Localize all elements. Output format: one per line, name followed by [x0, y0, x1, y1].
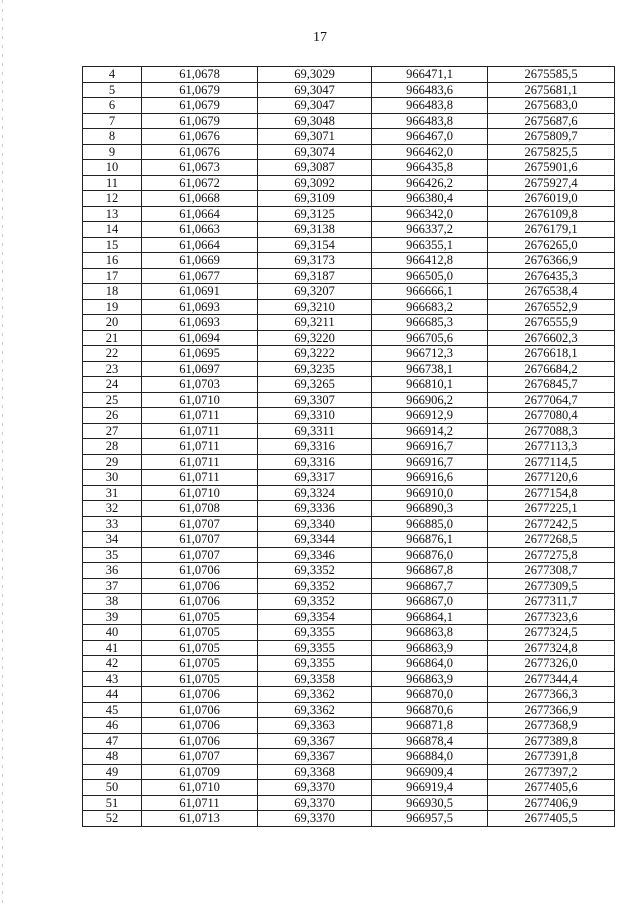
table-row	[83, 687, 615, 703]
x-coordinate-cell: 966863,9	[372, 640, 488, 656]
x-coordinate-cell: 966426,2	[372, 175, 488, 191]
latitude-cell: 61,0672	[142, 175, 258, 191]
y-coordinate-cell: 2676684,2	[488, 361, 615, 377]
x-coordinate-cell: 966712,3	[372, 346, 488, 362]
longitude-cell: 69,3370	[258, 811, 372, 827]
x-coordinate-cell: 966870,6	[372, 702, 488, 718]
latitude-cell: 61,0705	[142, 609, 258, 625]
latitude-cell: 61,0705	[142, 625, 258, 641]
x-coordinate-cell: 966914,2	[372, 423, 488, 439]
table-row	[83, 67, 615, 83]
row-number-cell: 25	[83, 392, 142, 408]
y-coordinate-cell: 2677080,4	[488, 408, 615, 424]
row-number-cell: 8	[83, 129, 142, 145]
longitude-cell: 69,3346	[258, 547, 372, 563]
x-coordinate-cell: 966876,1	[372, 532, 488, 548]
row-number-cell: 6	[83, 98, 142, 114]
row-number-cell: 30	[83, 470, 142, 486]
latitude-cell: 61,0693	[142, 315, 258, 331]
row-number-cell: 43	[83, 671, 142, 687]
longitude-cell: 69,3222	[258, 346, 372, 362]
x-coordinate-cell: 966685,3	[372, 315, 488, 331]
x-coordinate-cell: 966337,2	[372, 222, 488, 238]
row-number-cell: 52	[83, 811, 142, 827]
latitude-cell: 61,0693	[142, 299, 258, 315]
latitude-cell: 61,0679	[142, 113, 258, 129]
table-row	[83, 144, 615, 160]
latitude-cell: 61,0697	[142, 361, 258, 377]
table-row	[83, 191, 615, 207]
longitude-cell: 69,3047	[258, 82, 372, 98]
latitude-cell: 61,0707	[142, 749, 258, 765]
longitude-cell: 69,3220	[258, 330, 372, 346]
row-number-cell: 16	[83, 253, 142, 269]
latitude-cell: 61,0691	[142, 284, 258, 300]
table-row	[83, 702, 615, 718]
y-coordinate-cell: 2677225,1	[488, 501, 615, 517]
x-coordinate-cell: 966683,2	[372, 299, 488, 315]
y-coordinate-cell: 2677326,0	[488, 656, 615, 672]
table-row	[83, 222, 615, 238]
longitude-cell: 69,3154	[258, 237, 372, 253]
longitude-cell: 69,3048	[258, 113, 372, 129]
longitude-cell: 69,3316	[258, 454, 372, 470]
row-number-cell: 45	[83, 702, 142, 718]
table-row	[83, 718, 615, 734]
row-number-cell: 41	[83, 640, 142, 656]
longitude-cell: 69,3265	[258, 377, 372, 393]
x-coordinate-cell: 966864,0	[372, 656, 488, 672]
row-number-cell: 12	[83, 191, 142, 207]
latitude-cell: 61,0676	[142, 144, 258, 160]
table-row	[83, 237, 615, 253]
y-coordinate-cell: 2677323,6	[488, 609, 615, 625]
latitude-cell: 61,0706	[142, 563, 258, 579]
y-coordinate-cell: 2676109,8	[488, 206, 615, 222]
longitude-cell: 69,3367	[258, 749, 372, 765]
row-number-cell: 35	[83, 547, 142, 563]
x-coordinate-cell: 966870,0	[372, 687, 488, 703]
x-coordinate-cell: 966435,8	[372, 160, 488, 176]
table-row	[83, 454, 615, 470]
table-row	[83, 253, 615, 269]
x-coordinate-cell: 966864,1	[372, 609, 488, 625]
row-number-cell: 4	[83, 67, 142, 83]
y-coordinate-cell: 2675681,1	[488, 82, 615, 98]
latitude-cell: 61,0710	[142, 780, 258, 796]
table-row	[83, 346, 615, 362]
x-coordinate-cell: 966867,8	[372, 563, 488, 579]
row-number-cell: 51	[83, 795, 142, 811]
y-coordinate-cell: 2677242,5	[488, 516, 615, 532]
latitude-cell: 61,0711	[142, 795, 258, 811]
longitude-cell: 69,3358	[258, 671, 372, 687]
table-row	[83, 315, 615, 331]
y-coordinate-cell: 2675585,5	[488, 67, 615, 83]
latitude-cell: 61,0706	[142, 578, 258, 594]
table-row	[83, 563, 615, 579]
longitude-cell: 69,3071	[258, 129, 372, 145]
longitude-cell: 69,3092	[258, 175, 372, 191]
longitude-cell: 69,3362	[258, 702, 372, 718]
table-row	[83, 361, 615, 377]
longitude-cell: 69,3087	[258, 160, 372, 176]
row-number-cell: 39	[83, 609, 142, 625]
table-row	[83, 268, 615, 284]
row-number-cell: 36	[83, 563, 142, 579]
row-number-cell: 24	[83, 377, 142, 393]
row-number-cell: 19	[83, 299, 142, 315]
x-coordinate-cell: 966910,0	[372, 485, 488, 501]
longitude-cell: 69,3352	[258, 563, 372, 579]
x-coordinate-cell: 966863,9	[372, 671, 488, 687]
latitude-cell: 61,0711	[142, 423, 258, 439]
y-coordinate-cell: 2676555,9	[488, 315, 615, 331]
table-row	[83, 129, 615, 145]
y-coordinate-cell: 2677368,9	[488, 718, 615, 734]
longitude-cell: 69,3363	[258, 718, 372, 734]
table-row	[83, 299, 615, 315]
table-row	[83, 377, 615, 393]
row-number-cell: 9	[83, 144, 142, 160]
latitude-cell: 61,0679	[142, 98, 258, 114]
y-coordinate-cell: 2677391,8	[488, 749, 615, 765]
x-coordinate-cell: 966906,2	[372, 392, 488, 408]
x-coordinate-cell: 966916,7	[372, 454, 488, 470]
latitude-cell: 61,0706	[142, 594, 258, 610]
table-row	[83, 175, 615, 191]
latitude-cell: 61,0705	[142, 671, 258, 687]
row-number-cell: 10	[83, 160, 142, 176]
y-coordinate-cell: 2677114,5	[488, 454, 615, 470]
latitude-cell: 61,0669	[142, 253, 258, 269]
row-number-cell: 32	[83, 501, 142, 517]
y-coordinate-cell: 2675687,6	[488, 113, 615, 129]
latitude-cell: 61,0664	[142, 237, 258, 253]
x-coordinate-cell: 966876,0	[372, 547, 488, 563]
row-number-cell: 21	[83, 330, 142, 346]
longitude-cell: 69,3187	[258, 268, 372, 284]
x-coordinate-cell: 966930,5	[372, 795, 488, 811]
y-coordinate-cell: 2676366,9	[488, 253, 615, 269]
latitude-cell: 61,0676	[142, 129, 258, 145]
x-coordinate-cell: 966919,4	[372, 780, 488, 796]
row-number-cell: 15	[83, 237, 142, 253]
x-coordinate-cell: 966412,8	[372, 253, 488, 269]
x-coordinate-cell: 966957,5	[372, 811, 488, 827]
longitude-cell: 69,3125	[258, 206, 372, 222]
latitude-cell: 61,0710	[142, 392, 258, 408]
y-coordinate-cell: 2677308,7	[488, 563, 615, 579]
latitude-cell: 61,0679	[142, 82, 258, 98]
table-row	[83, 733, 615, 749]
row-number-cell: 46	[83, 718, 142, 734]
x-coordinate-cell: 966810,1	[372, 377, 488, 393]
latitude-cell: 61,0711	[142, 408, 258, 424]
x-coordinate-cell: 966355,1	[372, 237, 488, 253]
table-row	[83, 330, 615, 346]
row-number-cell: 37	[83, 578, 142, 594]
row-number-cell: 33	[83, 516, 142, 532]
table-row	[83, 780, 615, 796]
y-coordinate-cell: 2677397,2	[488, 764, 615, 780]
table-row	[83, 640, 615, 656]
x-coordinate-cell: 966738,1	[372, 361, 488, 377]
latitude-cell: 61,0711	[142, 439, 258, 455]
table-row	[83, 501, 615, 517]
longitude-cell: 69,3352	[258, 578, 372, 594]
x-coordinate-cell: 966867,7	[372, 578, 488, 594]
latitude-cell: 61,0708	[142, 501, 258, 517]
latitude-cell: 61,0711	[142, 454, 258, 470]
table-row	[83, 764, 615, 780]
row-number-cell: 48	[83, 749, 142, 765]
x-coordinate-cell: 966884,0	[372, 749, 488, 765]
longitude-cell: 69,3207	[258, 284, 372, 300]
longitude-cell: 69,3367	[258, 733, 372, 749]
x-coordinate-cell: 966666,1	[372, 284, 488, 300]
x-coordinate-cell: 966909,4	[372, 764, 488, 780]
longitude-cell: 69,3317	[258, 470, 372, 486]
latitude-cell: 61,0706	[142, 687, 258, 703]
y-coordinate-cell: 2677406,9	[488, 795, 615, 811]
x-coordinate-cell: 966380,4	[372, 191, 488, 207]
longitude-cell: 69,3370	[258, 795, 372, 811]
table-row	[83, 392, 615, 408]
row-number-cell: 34	[83, 532, 142, 548]
latitude-cell: 61,0664	[142, 206, 258, 222]
y-coordinate-cell: 2677268,5	[488, 532, 615, 548]
latitude-cell: 61,0707	[142, 516, 258, 532]
y-coordinate-cell: 2677120,6	[488, 470, 615, 486]
longitude-cell: 69,3355	[258, 625, 372, 641]
x-coordinate-cell: 966705,6	[372, 330, 488, 346]
longitude-cell: 69,3310	[258, 408, 372, 424]
table-row	[83, 594, 615, 610]
table-row	[83, 547, 615, 563]
row-number-cell: 26	[83, 408, 142, 424]
longitude-cell: 69,3354	[258, 609, 372, 625]
coordinates-table	[82, 66, 615, 827]
y-coordinate-cell: 2676552,9	[488, 299, 615, 315]
row-number-cell: 7	[83, 113, 142, 129]
longitude-cell: 69,3355	[258, 640, 372, 656]
longitude-cell: 69,3173	[258, 253, 372, 269]
y-coordinate-cell: 2677366,9	[488, 702, 615, 718]
row-number-cell: 18	[83, 284, 142, 300]
longitude-cell: 69,3355	[258, 656, 372, 672]
row-number-cell: 20	[83, 315, 142, 331]
row-number-cell: 27	[83, 423, 142, 439]
y-coordinate-cell: 2677154,8	[488, 485, 615, 501]
y-coordinate-cell: 2675809,7	[488, 129, 615, 145]
x-coordinate-cell: 966505,0	[372, 268, 488, 284]
latitude-cell: 61,0677	[142, 268, 258, 284]
y-coordinate-cell: 2676845,7	[488, 377, 615, 393]
latitude-cell: 61,0711	[142, 470, 258, 486]
x-coordinate-cell: 966890,3	[372, 501, 488, 517]
row-number-cell: 28	[83, 439, 142, 455]
longitude-cell: 69,3138	[258, 222, 372, 238]
longitude-cell: 69,3210	[258, 299, 372, 315]
x-coordinate-cell: 966471,1	[372, 67, 488, 83]
row-number-cell: 22	[83, 346, 142, 362]
x-coordinate-cell: 966867,0	[372, 594, 488, 610]
table-row	[83, 656, 615, 672]
longitude-cell: 69,3362	[258, 687, 372, 703]
table-row	[83, 160, 615, 176]
longitude-cell: 69,3211	[258, 315, 372, 331]
y-coordinate-cell: 2676618,1	[488, 346, 615, 362]
table-row	[83, 795, 615, 811]
longitude-cell: 69,3340	[258, 516, 372, 532]
table-row	[83, 578, 615, 594]
latitude-cell: 61,0663	[142, 222, 258, 238]
x-coordinate-cell: 966912,9	[372, 408, 488, 424]
y-coordinate-cell: 2676435,3	[488, 268, 615, 284]
longitude-cell: 69,3307	[258, 392, 372, 408]
table-row	[83, 206, 615, 222]
longitude-cell: 69,3047	[258, 98, 372, 114]
row-number-cell: 17	[83, 268, 142, 284]
x-coordinate-cell: 966483,6	[372, 82, 488, 98]
y-coordinate-cell: 2675825,5	[488, 144, 615, 160]
table-row	[83, 516, 615, 532]
row-number-cell: 40	[83, 625, 142, 641]
longitude-cell: 69,3311	[258, 423, 372, 439]
table-row	[83, 408, 615, 424]
longitude-cell: 69,3109	[258, 191, 372, 207]
latitude-cell: 61,0706	[142, 718, 258, 734]
row-number-cell: 23	[83, 361, 142, 377]
row-number-cell: 50	[83, 780, 142, 796]
table-row	[83, 811, 615, 827]
row-number-cell: 13	[83, 206, 142, 222]
latitude-cell: 61,0668	[142, 191, 258, 207]
y-coordinate-cell: 2677389,8	[488, 733, 615, 749]
longitude-cell: 69,3235	[258, 361, 372, 377]
y-coordinate-cell: 2676265,0	[488, 237, 615, 253]
y-coordinate-cell: 2676538,4	[488, 284, 615, 300]
table-row	[83, 98, 615, 114]
row-number-cell: 11	[83, 175, 142, 191]
table-row	[83, 625, 615, 641]
y-coordinate-cell: 2677309,5	[488, 578, 615, 594]
coordinates-table-body	[83, 67, 615, 827]
page-number: 17	[313, 30, 327, 45]
table-row	[83, 532, 615, 548]
x-coordinate-cell: 966871,8	[372, 718, 488, 734]
latitude-cell: 61,0695	[142, 346, 258, 362]
y-coordinate-cell: 2677405,6	[488, 780, 615, 796]
row-number-cell: 38	[83, 594, 142, 610]
x-coordinate-cell: 966878,4	[372, 733, 488, 749]
table-row	[83, 82, 615, 98]
y-coordinate-cell: 2677275,8	[488, 547, 615, 563]
row-number-cell: 47	[83, 733, 142, 749]
table-row	[83, 439, 615, 455]
table-row	[83, 671, 615, 687]
x-coordinate-cell: 966467,0	[372, 129, 488, 145]
y-coordinate-cell: 2677088,3	[488, 423, 615, 439]
latitude-cell: 61,0710	[142, 485, 258, 501]
y-coordinate-cell: 2677324,8	[488, 640, 615, 656]
y-coordinate-cell: 2677064,7	[488, 392, 615, 408]
table-row	[83, 284, 615, 300]
row-number-cell: 5	[83, 82, 142, 98]
table-row	[83, 113, 615, 129]
y-coordinate-cell: 2677324,5	[488, 625, 615, 641]
latitude-cell: 61,0707	[142, 547, 258, 563]
table-row	[83, 485, 615, 501]
y-coordinate-cell: 2676602,3	[488, 330, 615, 346]
x-coordinate-cell: 966462,0	[372, 144, 488, 160]
row-number-cell: 49	[83, 764, 142, 780]
row-number-cell: 29	[83, 454, 142, 470]
row-number-cell: 14	[83, 222, 142, 238]
table-row	[83, 609, 615, 625]
y-coordinate-cell: 2677344,4	[488, 671, 615, 687]
latitude-cell: 61,0678	[142, 67, 258, 83]
y-coordinate-cell: 2676019,0	[488, 191, 615, 207]
scan-edge	[2, 0, 3, 905]
longitude-cell: 69,3344	[258, 532, 372, 548]
latitude-cell: 61,0694	[142, 330, 258, 346]
x-coordinate-cell: 966342,0	[372, 206, 488, 222]
table-row	[83, 423, 615, 439]
y-coordinate-cell: 2677405,5	[488, 811, 615, 827]
latitude-cell: 61,0673	[142, 160, 258, 176]
longitude-cell: 69,3074	[258, 144, 372, 160]
y-coordinate-cell: 2677311,7	[488, 594, 615, 610]
longitude-cell: 69,3029	[258, 67, 372, 83]
latitude-cell: 61,0709	[142, 764, 258, 780]
latitude-cell: 61,0706	[142, 733, 258, 749]
x-coordinate-cell: 966483,8	[372, 98, 488, 114]
y-coordinate-cell: 2675901,6	[488, 160, 615, 176]
longitude-cell: 69,3352	[258, 594, 372, 610]
row-number-cell: 44	[83, 687, 142, 703]
y-coordinate-cell: 2676179,1	[488, 222, 615, 238]
table-row	[83, 749, 615, 765]
longitude-cell: 69,3336	[258, 501, 372, 517]
latitude-cell: 61,0713	[142, 811, 258, 827]
longitude-cell: 69,3368	[258, 764, 372, 780]
y-coordinate-cell: 2675683,0	[488, 98, 615, 114]
x-coordinate-cell: 966916,6	[372, 470, 488, 486]
x-coordinate-cell: 966885,0	[372, 516, 488, 532]
x-coordinate-cell: 966483,8	[372, 113, 488, 129]
table-row	[83, 470, 615, 486]
longitude-cell: 69,3324	[258, 485, 372, 501]
x-coordinate-cell: 966863,8	[372, 625, 488, 641]
longitude-cell: 69,3370	[258, 780, 372, 796]
latitude-cell: 61,0703	[142, 377, 258, 393]
longitude-cell: 69,3316	[258, 439, 372, 455]
latitude-cell: 61,0706	[142, 702, 258, 718]
latitude-cell: 61,0705	[142, 640, 258, 656]
latitude-cell: 61,0705	[142, 656, 258, 672]
latitude-cell: 61,0707	[142, 532, 258, 548]
y-coordinate-cell: 2675927,4	[488, 175, 615, 191]
row-number-cell: 42	[83, 656, 142, 672]
row-number-cell: 31	[83, 485, 142, 501]
x-coordinate-cell: 966916,7	[372, 439, 488, 455]
y-coordinate-cell: 2677113,3	[488, 439, 615, 455]
y-coordinate-cell: 2677366,3	[488, 687, 615, 703]
